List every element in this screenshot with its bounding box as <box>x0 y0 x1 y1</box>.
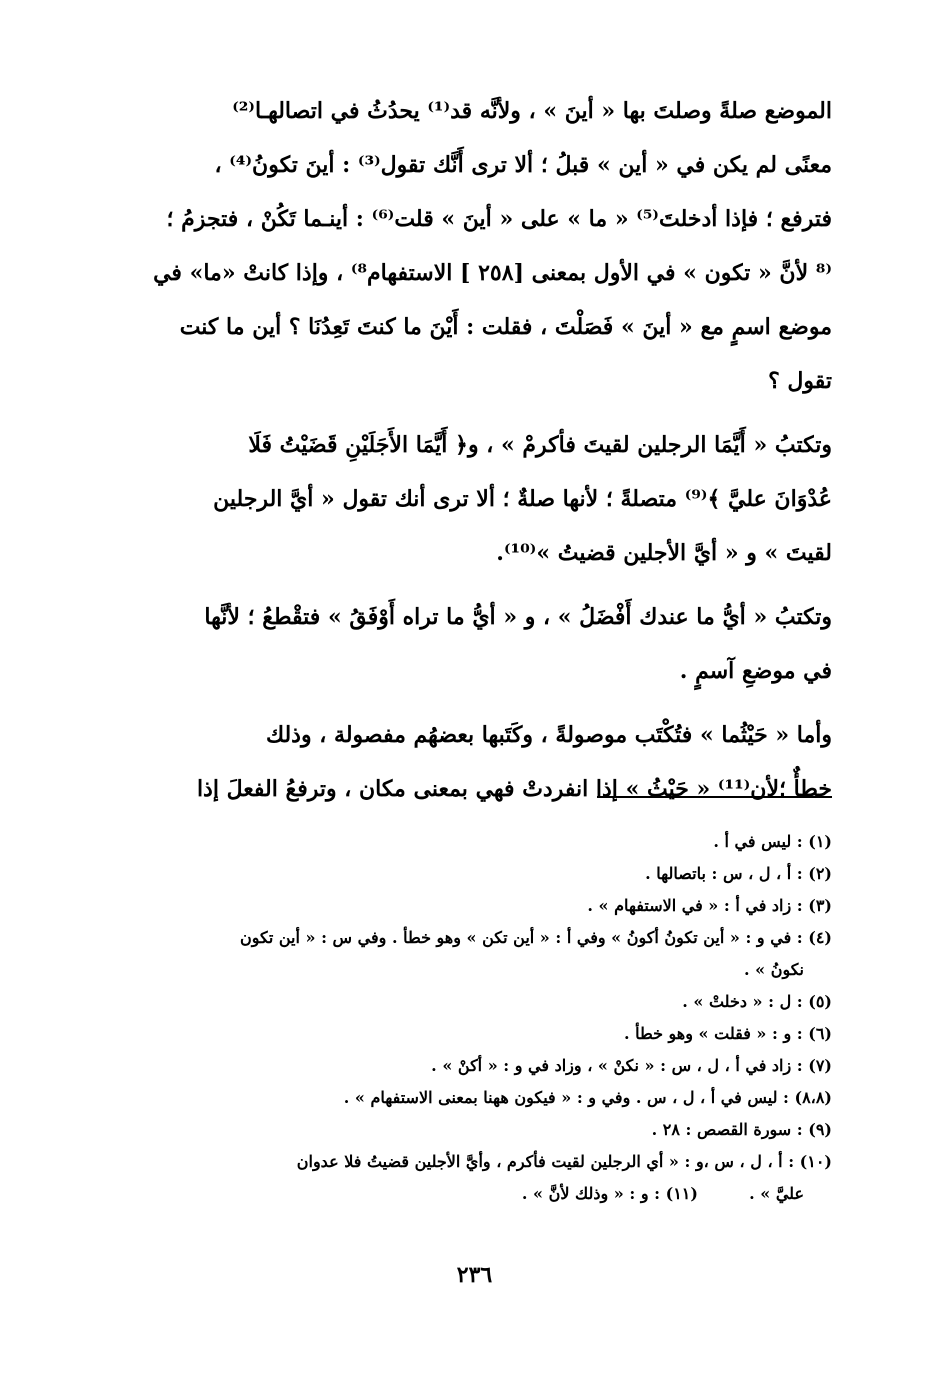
text-line: الموضع صلةً وصلتَ بها « أينَ » ، ولأنَّه قد⁽¹⁾ يحدُثُ في اتصالهـا⁽²⁾ <box>232 98 832 124</box>
text-line: ⁽⁸ لأنَّ « تكون » في الأول بمعنى [٢٥٨ ] الاستفهام⁸⁾ ، وإذا كانتْ «ما» في <box>153 260 832 286</box>
text-line: موضع اسمٍ مع « أينَ » فَصَلْتَ ، فقلت : أَيْنَ ما كنتَ تَعِدُنَا ؟ أين ما كنت <box>179 314 832 340</box>
text-line: لقيتَ » و « أيَّ الأجلين قضيتُ »⁽¹⁰⁾. <box>496 540 832 566</box>
footnote: (١١) : و : « وذلك لأنَّ » . <box>521 1184 698 1203</box>
footnote: (٣) : زاد في أ : « في الاستفهام » . <box>587 896 832 915</box>
footnote: (١) : ليس في أ . <box>713 832 832 851</box>
text-line: خطأٌ ؛لأن⁽¹¹⁾ « حَيْثُ » إذا انفردتْ فهي بمعنى مكان ، وترفعُ الفعلَ إذا <box>196 776 832 802</box>
text-line: وتكتبُ « أيُّ ما عندك أَفْضَلُ » ، و « أيُّ ما تراه أَوْفَقُ » فتقْطعُ ؛ لأنَّها <box>204 604 832 630</box>
text-line: عُدْوَانَ عليَّ ﴾⁽⁹⁾ متصلةً ؛ لأنها صلةٌ ؛ ألا ترى أنك تقول « أيَّ الرجلين <box>213 486 832 512</box>
footnote: (٥) : ل : « دخلتْ » . <box>682 992 832 1011</box>
footnote-separator <box>597 796 832 798</box>
footnote: (١٠) : أ ، ل ، س ،و : « أي الرجلين لقيت فأكرم ، وأيَّ الأجلين قضيتُ فلا عدوان <box>296 1152 832 1171</box>
footnote: (٢) : أ ، ل ، س : باتصالها . <box>645 864 832 883</box>
footnote: (٨،٨) : ليس في أ ، ل ، س . وفي و : « فيكون ههنا بمعنى الاستفهام » . <box>343 1088 832 1107</box>
footnote: (٦) : و : « فقلت » وهو خطأ . <box>623 1024 832 1043</box>
text-line: تقول ؟ <box>768 368 832 394</box>
text-line: في موضعِ آسمٍ . <box>679 658 832 684</box>
paragraph-4 <box>140 708 832 816</box>
text-line: وأما « حَيْثُما » فتُكْتَب موصولةً ، وكَتَبها بعضهُم مفصولة ، وذلك <box>265 722 832 748</box>
paragraph-1 <box>140 84 832 408</box>
main-text <box>140 84 832 816</box>
footnote-pair <box>140 1178 832 1210</box>
footnote-continuation: نكونُ » . <box>743 960 804 979</box>
footnote: (٤) : في و : « أين تكونُ أكونُ » وفي أ : « أين تكن » وهو خطأ . وفي س : « أين تكون <box>239 928 832 947</box>
paragraph-2 <box>140 418 832 580</box>
footnote: (٧) : زاد في أ ، ل ، س : « نكنْ » ، وزاد في و : « أكنْ » . <box>431 1056 832 1075</box>
paragraph-3 <box>140 590 832 698</box>
page-number: ٢٣٦ <box>456 1262 493 1288</box>
text-line: فترفع ؛ فإذا أدخلتَ⁽⁵⁾ « ما » على « أينَ » قلت⁽⁶⁾ : أينـما تَكُنْ ، فتجزمُ ؛ <box>166 206 832 232</box>
footnotes <box>140 826 832 1210</box>
footnote-continuation: عليَّ » . <box>749 1184 804 1203</box>
text-line: معنًى لم يكن في « أين » قبلُ ؛ ألا ترى أَنَّك تقول⁽³⁾ : أينَ تكونُ⁽⁴⁾ ، <box>214 152 832 178</box>
footnote: (٩) : سورة القصص : ٢٨ . <box>651 1120 832 1139</box>
text-line: وتكتبُ « أَيَّمَا الرجلين لقيتَ فأكرمْ » ، و﴿ أَيَّمَا الأَجَلَيْنِ قَضَيْتُ فَلَا <box>248 432 832 458</box>
